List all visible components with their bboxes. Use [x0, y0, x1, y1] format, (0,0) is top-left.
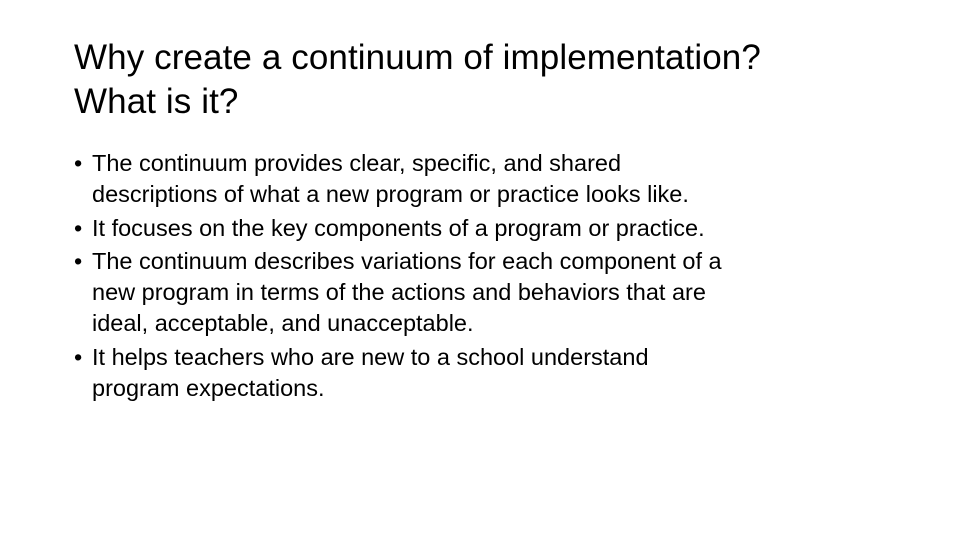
bullet-3-line-1: The continuum describes variations for each component of a	[92, 247, 722, 274]
bullet-3-line-2: new program in terms of the actions and behaviors that are	[92, 279, 706, 306]
bullet-item-2	[74, 213, 904, 244]
bullet-1-line-2: descriptions of what a new program or practice looks like.	[92, 181, 689, 208]
bullet-item-4	[74, 342, 904, 405]
bullet-dot-icon: •	[74, 343, 83, 370]
bullet-1-line-1: The continuum provides clear, specific, and shared	[92, 150, 622, 176]
bullet-4-line-1: It helps teachers who are new to a school understand	[92, 343, 649, 370]
bullet-3-line-3: ideal, acceptable, and unacceptable.	[92, 310, 474, 337]
bullet-2-line-1: It focuses on the key components of a program or practice.	[92, 214, 705, 241]
bullet-item-1	[74, 148, 904, 211]
bullet-list	[74, 148, 904, 406]
bullet-item-3	[74, 246, 904, 340]
bullet-dot-icon: •	[74, 247, 83, 274]
slide-title	[74, 36, 914, 124]
slide-title-line-1: Why create a continuum of implementation?	[74, 38, 761, 77]
slide-title-line-2: What is it?	[74, 82, 239, 121]
bullet-dot-icon: •	[74, 150, 83, 176]
bullet-dot-icon: •	[74, 214, 83, 241]
bullet-4-line-2: program expectations.	[92, 375, 325, 402]
